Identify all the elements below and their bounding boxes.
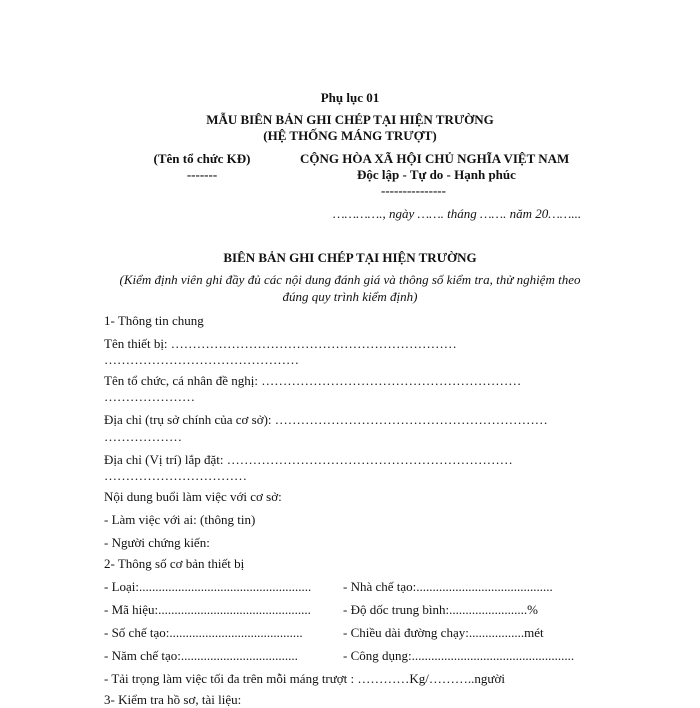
org-name: (Tên tổ chức KĐ) [153,151,251,166]
spec-purpose-field: - Công dụng:.................................................. [343,648,575,663]
spec-slope-field: - Độ dốc trung bình:........................% [343,602,538,617]
head-office-address-continuation: ……………… [104,429,182,444]
device-name-continuation: ……………………………………… [104,352,299,367]
witness-field: - Người chứng kiến: [104,535,210,550]
record-title: BIÊN BẢN GHI CHÉP TẠI HIỆN TRƯỜNG [223,250,477,265]
record-note-line1: (Kiểm định viên ghi đầy đủ các nội dung đánh giá và thông số kiểm tra, thử nghiệm theo [119,272,581,287]
requesting-org-field: Tên tổ chức, cá nhân đề nghị: …………………………………………………… [104,373,522,388]
appendix-label: Phụ lục 01 [320,90,380,105]
max-load-field: - Tải trọng làm việc tối đa trên mỗi máng trượt : …………Kg/………..người [104,671,505,686]
section-general-info: 1- Thông tin chung [104,313,204,328]
spec-type-field: - Loại:..................................................... [104,579,312,594]
spec-model-field: - Mã hiệu:............................................... [104,602,311,617]
spec-track-length-field: - Chiều dài đường chạy:.................mét [343,625,544,640]
requesting-org-continuation: ………………… [104,389,195,404]
date-line: …………., ngày ……. tháng ……. năm 20……... [333,206,582,221]
work-with-field: - Làm việc với ai: (thông tin) [104,512,256,527]
spec-manufacturer-field: - Nhà chế tạo:.......................................... [343,579,553,594]
work-content-label: Nội dung buổi làm việc với cơ sở: [104,489,282,504]
head-office-address-field: Địa chỉ (trụ sở chính của cơ sở): ……………………………………………………… [104,412,548,427]
install-location-continuation: …………………………… [104,468,247,483]
form-title: MẪU BIÊN BẢN GHI CHÉP TẠI HIỆN TRƯỜNG [206,112,494,127]
section-document-check: 3- Kiểm tra hồ sơ, tài liệu: [104,692,242,707]
spec-serial-field: - Số chế tạo:......................................... [104,625,303,640]
form-subtitle: (HỆ THỐNG MÁNG TRƯỢT) [263,128,437,143]
record-note-line2: đúng quy trình kiểm định) [282,289,418,304]
motto-divider: --------------- [381,183,446,198]
device-name-field: Tên thiết bị: ………………………………………………………… [104,336,457,351]
motto: Độc lập - Tự do - Hạnh phúc [357,167,516,182]
spec-year-field: - Năm chế tạo:.................................... [104,648,298,663]
install-location-field: Địa chỉ (Vị trí) lắp đặt: ………………………………………………………… [104,452,513,467]
country-name: CỘNG HÒA XÃ HỘI CHỦ NGHĨA VIỆT NAM [300,151,570,166]
section-device-specs: 2- Thông số cơ bản thiết bị [104,556,245,571]
org-divider: ------- [186,167,218,182]
